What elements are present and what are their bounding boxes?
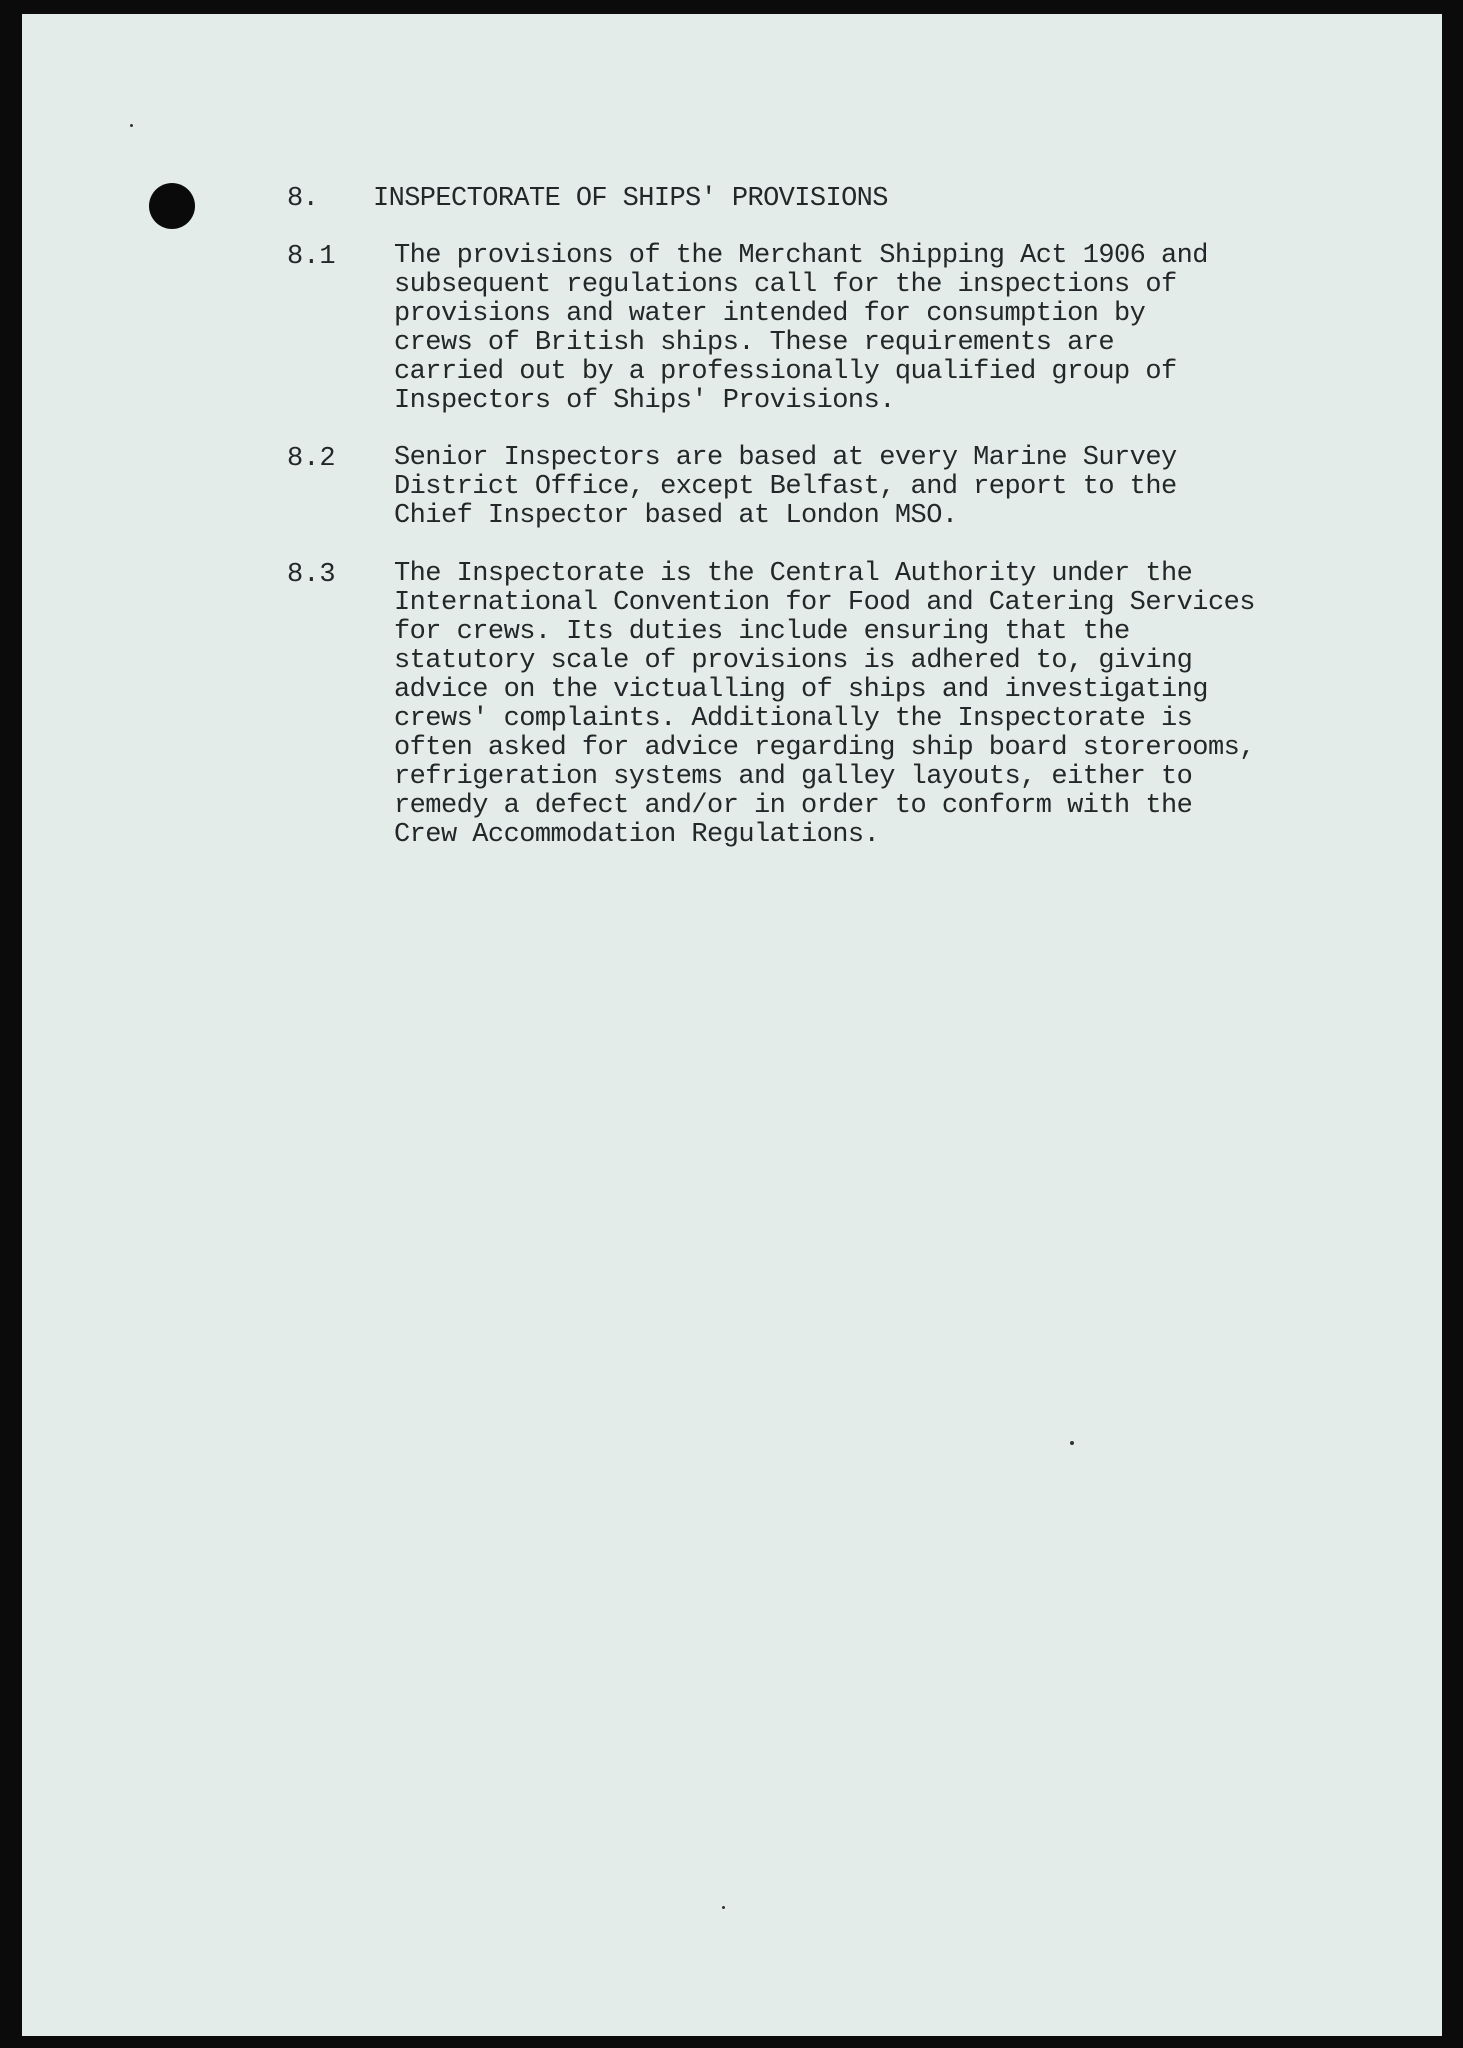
paragraph-number: 8.3 (287, 560, 336, 590)
paragraph-text: The provisions of the Merchant Shipping Act 1906 and subsequent regulations call for the inspections of provisions and water intended for consumption by crews of British ships. These requirements are carried out by a professionally qualified group of Inspectors of Ships' Provisions. (394, 241, 1208, 416)
paragraph-text: The Inspectorate is the Central Authority under the International Convention for Food and Catering Services for crews. Its duties include ensuring that the statutory scale of provisions is adhered to, giving advice on the victualling of ships and investigating crews' complaints. Additionally the Inspectorate is often asked for advice regarding ship board storerooms, refrigeration systems and galley layouts, either to remedy a defect and/or in order to conform with the Crew Accommodation Regulations. (394, 559, 1255, 850)
speck-mark (1070, 1441, 1074, 1445)
speck-mark (130, 124, 133, 127)
paragraph-number: 8.1 (287, 242, 336, 272)
section-number: 8. (287, 184, 319, 214)
section-heading (287, 184, 888, 214)
document-page (22, 14, 1442, 2036)
section-title: INSPECTORATE OF SHIPS' PROVISIONS (373, 184, 888, 214)
paragraph-number: 8.2 (287, 444, 336, 474)
speck-mark (722, 1906, 725, 1909)
paragraph-text: Senior Inspectors are based at every Marine Survey District Office, except Belfast, and report to the Chief Inspector based at London MSO. (394, 443, 1177, 531)
punch-hole (149, 183, 195, 229)
